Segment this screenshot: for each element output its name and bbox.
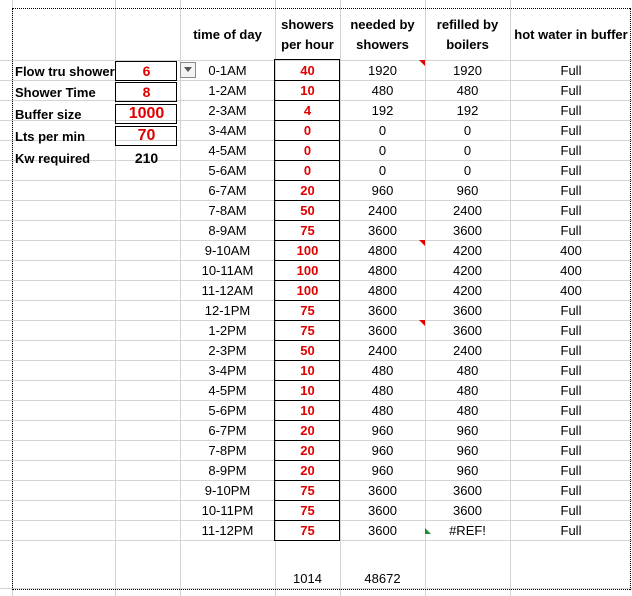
cell-hot-water-in-buffer[interactable]: Full (560, 102, 582, 118)
cell-time-of-day[interactable]: 6-7AM (208, 182, 247, 198)
cell-hot-water-in-buffer[interactable]: Full (560, 502, 582, 518)
input-label: Buffer size (15, 106, 82, 122)
cell-showers-per-hour[interactable]: 20 (300, 442, 315, 458)
cell-time-of-day[interactable]: 1-2PM (208, 322, 247, 338)
cell-showers-per-hour[interactable]: 20 (300, 182, 315, 198)
showers-cell-border (275, 260, 340, 261)
cell-showers-per-hour[interactable]: 50 (300, 342, 315, 358)
cell-hot-water-in-buffer[interactable]: Full (560, 322, 582, 338)
showers-cell-border (275, 420, 340, 421)
cell-showers-per-hour[interactable]: 50 (300, 202, 315, 218)
input-value[interactable]: 210 (134, 150, 159, 166)
showers-cell-border (275, 460, 340, 461)
cell-needed-by-showers[interactable]: 4800 (368, 242, 397, 258)
showers-cell-border (275, 300, 340, 301)
header-refilled-by-boilers[interactable]: refilled by boilers (436, 17, 499, 52)
cell-refilled-by-boilers[interactable]: 192 (456, 102, 479, 118)
cell-refilled-by-boilers[interactable]: 480 (456, 82, 479, 98)
cell-hot-water-in-buffer[interactable]: Full (560, 302, 582, 318)
input-label: Kw required (15, 150, 91, 166)
cell-time-of-day[interactable]: 2-3PM (208, 342, 247, 358)
comment-indicator-icon (419, 240, 425, 246)
showers-cell-border (275, 440, 340, 441)
error-indicator-icon (425, 528, 431, 534)
cell-time-of-day[interactable]: 7-8AM (208, 202, 247, 218)
cell-refilled-by-boilers[interactable]: 1920 (453, 62, 482, 78)
cell-needed-by-showers[interactable]: 4800 (368, 262, 397, 278)
showers-cell-border (275, 380, 340, 381)
cell-needed-by-showers[interactable]: 3600 (368, 222, 397, 238)
cell-showers-per-hour[interactable]: 0 (303, 162, 312, 178)
cell-needed-by-showers[interactable]: 3600 (368, 302, 397, 318)
cell-time-of-day[interactable]: 6-7PM (208, 422, 247, 438)
showers-cell-border (275, 280, 340, 281)
cell-time-of-day[interactable]: 7-8PM (208, 442, 247, 458)
cell-showers-per-hour[interactable]: 20 (300, 422, 315, 438)
cell-time-of-day[interactable]: 9-10AM (204, 242, 251, 258)
cell-refilled-by-boilers[interactable]: 960 (456, 182, 479, 198)
cell-refilled-by-boilers[interactable]: 2400 (453, 342, 482, 358)
showers-cell-border (275, 360, 340, 361)
cell-hot-water-in-buffer[interactable]: 400 (560, 282, 582, 298)
cell-refilled-by-boilers[interactable]: 3600 (453, 482, 482, 498)
cell-refilled-by-boilers[interactable]: 2400 (453, 202, 482, 218)
cell-needed-by-showers[interactable]: 3600 (368, 502, 397, 518)
input-border (115, 104, 177, 124)
cell-hot-water-in-buffer[interactable]: 400 (560, 262, 582, 278)
cell-showers-per-hour[interactable]: 75 (300, 482, 315, 498)
showers-cell-border (275, 200, 340, 201)
cell-time-of-day[interactable]: 1-2AM (208, 82, 247, 98)
cell-needed-by-showers[interactable]: 960 (371, 442, 394, 458)
input-value[interactable]: 1000 (128, 105, 165, 122)
showers-cell-border (275, 520, 340, 521)
cell-hot-water-in-buffer[interactable]: Full (560, 402, 582, 418)
cell-showers-per-hour[interactable]: 75 (300, 502, 315, 518)
cell-hot-water-in-buffer[interactable]: Full (560, 122, 582, 138)
cell-needed-by-showers[interactable]: 4800 (368, 282, 397, 298)
cell-needed-by-showers[interactable]: 0 (378, 162, 387, 178)
cell-time-of-day[interactable]: 3-4AM (208, 122, 247, 138)
cell-showers-per-hour[interactable]: 100 (296, 282, 319, 298)
header-time-of-day[interactable]: time of day (193, 27, 262, 42)
cell-hot-water-in-buffer[interactable]: 400 (560, 242, 582, 258)
cell-needed-by-showers[interactable]: 480 (371, 82, 394, 98)
cell-time-of-day[interactable]: 10-11AM (201, 262, 254, 278)
cell-time-of-day[interactable]: 8-9PM (208, 462, 247, 478)
cell-showers-per-hour[interactable]: 40 (300, 62, 315, 78)
cell-time-of-day[interactable]: 5-6AM (208, 162, 247, 178)
cell-needed-by-showers[interactable]: 0 (378, 122, 387, 138)
print-area-border (12, 8, 630, 9)
cell-needed-by-showers[interactable]: 480 (371, 382, 394, 398)
showers-cell-border (275, 480, 340, 481)
input-value[interactable]: 8 (142, 84, 151, 100)
cell-needed-by-showers[interactable]: 3600 (368, 482, 397, 498)
cell-refilled-by-boilers[interactable]: 960 (456, 442, 479, 458)
cell-showers-per-hour[interactable]: 100 (296, 242, 319, 258)
comment-indicator-icon (419, 60, 425, 66)
input-border (115, 61, 177, 81)
showers-cell-border (275, 80, 340, 81)
cell-showers-per-hour[interactable]: 75 (300, 222, 315, 238)
comment-indicator-icon (419, 320, 425, 326)
cell-refilled-by-boilers[interactable]: 4200 (453, 262, 482, 278)
cell-needed-by-showers[interactable]: 960 (371, 462, 394, 478)
cell-needed-by-showers[interactable]: 0 (378, 142, 387, 158)
cell-time-of-day[interactable]: 8-9AM (208, 222, 247, 238)
cell-showers-per-hour[interactable]: 100 (296, 262, 319, 278)
cell-needed-by-showers[interactable]: 3600 (368, 522, 397, 538)
cell-hot-water-in-buffer[interactable]: Full (560, 382, 582, 398)
cell-time-of-day[interactable]: 5-6PM (208, 402, 247, 418)
cell-needed-by-showers[interactable]: 960 (371, 182, 394, 198)
cell-time-of-day[interactable]: 4-5PM (208, 382, 247, 398)
cell-refilled-by-boilers[interactable]: 960 (456, 462, 479, 478)
cell-refilled-by-boilers[interactable]: 480 (456, 382, 479, 398)
showers-cell-border (275, 340, 340, 341)
showers-cell-border (275, 180, 340, 181)
showers-cell-border (275, 120, 340, 121)
input-label: Shower Time (15, 84, 96, 100)
cell-showers-per-hour[interactable]: 20 (300, 462, 315, 478)
cell-refilled-by-boilers[interactable]: 3600 (453, 302, 482, 318)
cell-showers-per-hour[interactable]: 10 (300, 382, 315, 398)
cell-refilled-by-boilers[interactable]: 3600 (453, 322, 482, 338)
cell-refilled-by-boilers[interactable]: 4200 (453, 282, 482, 298)
cell-time-of-day[interactable]: 9-10PM (204, 482, 251, 498)
showers-cell-border (275, 140, 340, 141)
input-label: Flow tru shower (15, 63, 115, 79)
cell-hot-water-in-buffer[interactable]: Full (560, 482, 582, 498)
cell-hot-water-in-buffer[interactable]: Full (560, 442, 582, 458)
total-needed[interactable]: 48672 (364, 570, 401, 586)
cell-time-of-day[interactable]: 12-1PM (204, 302, 251, 318)
cell-time-of-day[interactable]: 11-12AM (201, 282, 254, 298)
chevron-down-icon (184, 67, 192, 73)
cell-refilled-by-boilers[interactable]: 0 (463, 122, 472, 138)
cell-showers-per-hour[interactable]: 75 (300, 302, 315, 318)
cell-needed-by-showers[interactable]: 2400 (368, 202, 397, 218)
cell-time-of-day[interactable]: 3-4PM (208, 362, 247, 378)
cell-hot-water-in-buffer[interactable]: Full (560, 162, 582, 178)
cell-showers-per-hour[interactable]: 0 (303, 142, 312, 158)
cell-hot-water-in-buffer[interactable]: Full (560, 142, 582, 158)
cell-needed-by-showers[interactable]: 480 (371, 402, 394, 418)
cell-showers-per-hour[interactable]: 10 (300, 402, 315, 418)
cell-refilled-by-boilers[interactable]: 0 (463, 162, 472, 178)
cell-hot-water-in-buffer[interactable]: Full (560, 462, 582, 478)
cell-needed-by-showers[interactable]: 192 (371, 102, 394, 118)
cell-hot-water-in-buffer[interactable]: Full (560, 202, 582, 218)
header-showers-per-hour[interactable]: showers per hour (281, 17, 334, 52)
cell-showers-per-hour[interactable]: 10 (300, 82, 315, 98)
cell-refilled-by-boilers[interactable]: 0 (463, 142, 472, 158)
input-label: Lts per min (15, 128, 86, 144)
cell-hot-water-in-buffer[interactable]: Full (560, 342, 582, 358)
cell-refilled-by-boilers[interactable]: 480 (456, 402, 479, 418)
cell-needed-by-showers[interactable]: 2400 (368, 342, 397, 358)
cell-needed-by-showers[interactable]: 960 (371, 422, 394, 438)
total-showers[interactable]: 1014 (293, 570, 322, 586)
input-border (115, 126, 177, 146)
header-hot-water-in-buffer[interactable]: hot water in buffer (514, 27, 628, 42)
cell-refilled-by-boilers[interactable]: 4200 (453, 242, 482, 258)
cell-refilled-by-boilers[interactable]: 480 (456, 362, 479, 378)
cell-hot-water-in-buffer[interactable]: Full (560, 522, 582, 538)
showers-cell-border (275, 500, 340, 501)
cell-hot-water-in-buffer[interactable]: Full (560, 362, 582, 378)
cell-hot-water-in-buffer[interactable]: Full (560, 62, 582, 78)
showers-cell-border (275, 160, 340, 161)
cell-needed-by-showers[interactable]: 3600 (368, 322, 397, 338)
cell-showers-per-hour[interactable]: 0 (303, 122, 312, 138)
cell-hot-water-in-buffer[interactable]: Full (560, 422, 582, 438)
cell-time-of-day[interactable]: 2-3AM (208, 102, 247, 118)
showers-cell-border (275, 100, 340, 101)
cell-refilled-by-boilers[interactable]: #REF! (449, 522, 486, 538)
cell-showers-per-hour[interactable]: 4 (303, 102, 312, 118)
dropdown-button[interactable] (180, 62, 196, 78)
cell-refilled-by-boilers[interactable]: 3600 (453, 222, 482, 238)
cell-time-of-day[interactable]: 4-5AM (208, 142, 247, 158)
cell-showers-per-hour[interactable]: 75 (300, 322, 315, 338)
showers-cell-border (275, 240, 340, 241)
input-border (115, 82, 177, 102)
cell-hot-water-in-buffer[interactable]: Full (560, 222, 582, 238)
cell-needed-by-showers[interactable]: 480 (371, 362, 394, 378)
input-value[interactable]: 6 (142, 63, 151, 79)
input-value[interactable]: 70 (137, 127, 156, 144)
header-needed-by-showers[interactable]: needed by showers (350, 17, 415, 52)
cell-showers-per-hour[interactable]: 75 (300, 522, 315, 538)
cell-hot-water-in-buffer[interactable]: Full (560, 182, 582, 198)
showers-cell-border (275, 400, 340, 401)
showers-cell-border (275, 220, 340, 221)
cell-hot-water-in-buffer[interactable]: Full (560, 82, 582, 98)
cell-time-of-day[interactable]: 11-12PM (201, 522, 254, 538)
cell-needed-by-showers[interactable]: 1920 (368, 62, 397, 78)
cell-refilled-by-boilers[interactable]: 3600 (453, 502, 482, 518)
cell-showers-per-hour[interactable]: 10 (300, 362, 315, 378)
print-area-border (12, 589, 630, 590)
cell-time-of-day[interactable]: 0-1AM (208, 62, 247, 78)
showers-cell-border (275, 320, 340, 321)
cell-refilled-by-boilers[interactable]: 960 (456, 422, 479, 438)
cell-time-of-day[interactable]: 10-11PM (201, 502, 254, 518)
